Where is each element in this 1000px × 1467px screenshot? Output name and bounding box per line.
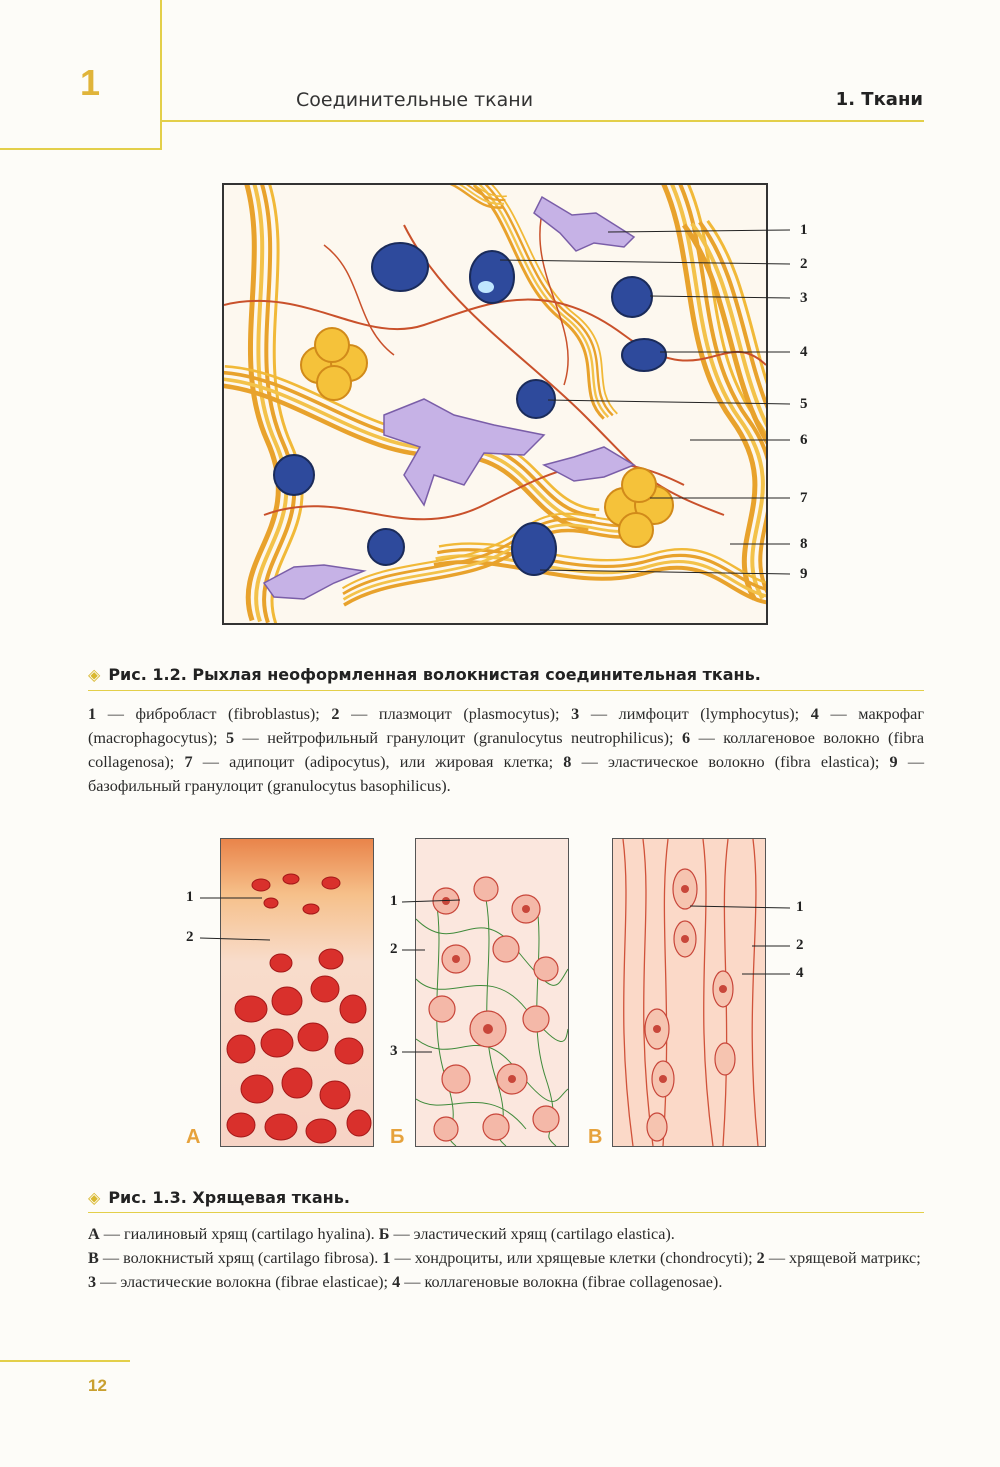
figure1-caption xyxy=(88,665,761,684)
legend-text: — коллагеновые волокна (fibrae collagenosae). xyxy=(400,1273,723,1291)
figure1-legend xyxy=(88,702,924,798)
legend-text: — фибробласт (fibroblastus); xyxy=(96,705,332,723)
legend-num: 2 xyxy=(331,705,340,723)
legend-text: — гиалиновый хрящ (cartilago hyalina). xyxy=(99,1225,379,1243)
legend-num: А xyxy=(88,1225,100,1243)
legend-text: — эластическое волокно (fibra elastica); xyxy=(571,753,890,771)
fig1-label-4: 4 xyxy=(800,344,808,360)
fig1-label-8: 8 xyxy=(800,536,808,552)
section-title: 1. Ткани xyxy=(835,89,923,110)
legend-num: 3 xyxy=(88,1273,97,1291)
fig1-label-3: 3 xyxy=(800,290,808,306)
fig2a-label-2: 2 xyxy=(186,929,194,945)
legend-num: 9 xyxy=(889,753,898,771)
legend-num: 8 xyxy=(563,753,572,771)
panel-letter-c: В xyxy=(588,1126,603,1148)
header-rule xyxy=(162,120,924,122)
chapter-box xyxy=(0,0,162,150)
legend-num: 7 xyxy=(184,753,193,771)
legend-num: 3 xyxy=(571,705,580,723)
legend-text: — адипоцит (adipocytus), или жировая клетка; xyxy=(192,753,564,771)
fig1-label-1: 1 xyxy=(800,222,808,238)
tissue-illustration xyxy=(224,185,766,623)
legend-text: — эластический хрящ (cartilago elastica). xyxy=(389,1225,675,1243)
elastic-illustration xyxy=(416,839,568,1146)
legend-num: 1 xyxy=(88,705,97,723)
chapter-number: 1 xyxy=(80,62,101,103)
legend-text: — коллагеновое волокно (fibra collagenosa); xyxy=(88,729,925,771)
figure2-caption xyxy=(88,1188,350,1207)
figure1-caption-text: Рис. 1.2. Рыхлая неоформленная волокнистая соединительная ткань. xyxy=(108,665,761,684)
figure-loose-connective-tissue xyxy=(222,183,768,625)
fig2b-label-2: 2 xyxy=(390,941,398,957)
running-title: Соединительные ткани xyxy=(296,89,534,111)
legend-num: 5 xyxy=(225,729,235,747)
footer-rule xyxy=(0,1360,130,1362)
fig1-label-5: 5 xyxy=(800,396,808,412)
legend-num: 2 xyxy=(756,1249,765,1267)
diamond-bullet-icon: ◈ xyxy=(88,1188,101,1207)
figure2-caption-text: Рис. 1.3. Хрящевая ткань. xyxy=(108,1188,350,1207)
fig1-label-2: 2 xyxy=(800,256,808,272)
legend-num: 1 xyxy=(382,1249,391,1267)
legend-text: — волокнистый хрящ (cartilago fibrosa). xyxy=(98,1249,383,1267)
legend-num: 4 xyxy=(392,1273,401,1291)
legend-num: 6 xyxy=(681,729,691,747)
page-number: 12 xyxy=(88,1376,107,1395)
hyaline-illustration xyxy=(221,839,373,1146)
fig2b-label-3: 3 xyxy=(390,1043,398,1059)
fig1-label-6: 6 xyxy=(800,432,808,448)
fig2a-label-1: 1 xyxy=(186,889,194,905)
fig1-label-9: 9 xyxy=(800,566,808,582)
figure2-legend xyxy=(88,1222,924,1294)
fig2b-label-1: 1 xyxy=(390,893,398,909)
panel-fibrous-cartilage xyxy=(612,838,766,1147)
fig1-label-7: 7 xyxy=(800,490,808,506)
panel-letter-a: А xyxy=(186,1126,201,1148)
legend-text: — хрящевой матрикс; xyxy=(764,1249,921,1267)
legend-text: — базофильный гранулоцит (granulocytus basophilicus). xyxy=(88,753,924,795)
fibrous-illustration xyxy=(613,839,765,1146)
panel-elastic-cartilage xyxy=(415,838,569,1147)
diamond-bullet-icon: ◈ xyxy=(88,665,101,684)
panel-hyaline-cartilage xyxy=(220,838,374,1147)
legend-text: — хондроциты, или хрящевые клетки (chondrocyti); xyxy=(390,1249,757,1267)
fig2c-label-4: 4 xyxy=(796,965,804,981)
caption-rule xyxy=(88,1212,924,1213)
fig2c-label-2: 2 xyxy=(796,937,804,953)
panel-letter-b: Б xyxy=(390,1126,405,1148)
legend-text: — эластические волокна (fibrae elasticae); xyxy=(96,1273,393,1291)
legend-text: — плазмоцит (plasmocytus); xyxy=(339,705,572,723)
legend-num: В xyxy=(88,1249,99,1267)
legend-num: Б xyxy=(378,1225,390,1243)
legend-text: — макрофаг (macrophagocytus); xyxy=(88,705,924,747)
legend-text: — нейтрофильный гранулоцит (granulocytus neutrophilicus); xyxy=(234,729,682,747)
legend-num: 4 xyxy=(810,705,819,723)
fig2c-label-1: 1 xyxy=(796,899,804,915)
caption-rule xyxy=(88,690,924,691)
legend-text: — лимфоцит (lymphocytus); xyxy=(579,705,811,723)
